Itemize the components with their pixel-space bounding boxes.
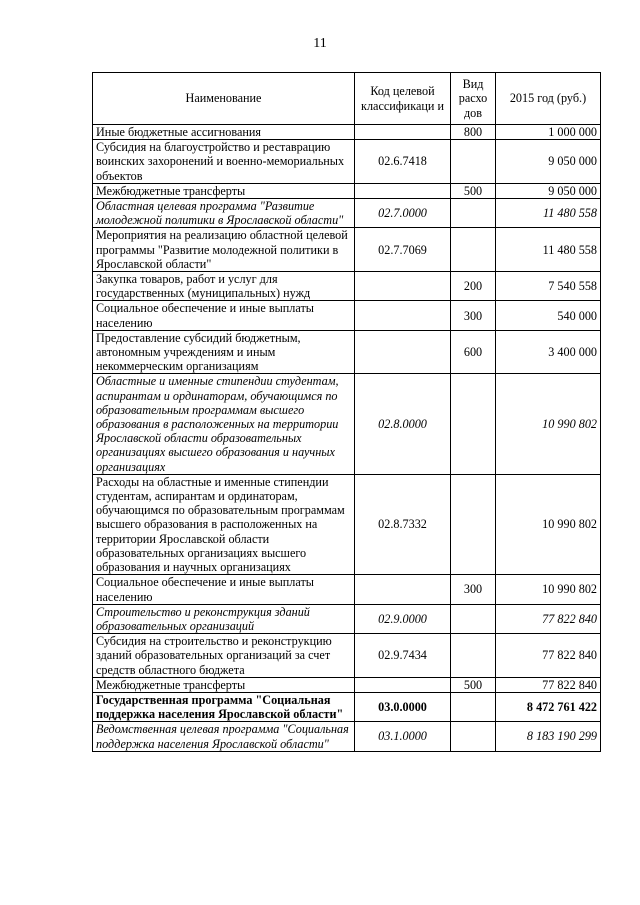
row-sum: 10 990 802	[496, 575, 601, 604]
table-row	[93, 330, 601, 374]
row-name: Межбюджетные трансферты	[93, 677, 355, 692]
table-row	[93, 634, 601, 678]
row-type: 200	[451, 272, 496, 301]
row-name: Областные и именные стипендии студентам, аспирантам и ординаторам, обучающимся по образовательным программам высшего образования в расположенных на территории Ярославской области образовательных организациях высшего образования и научных организациях	[93, 374, 355, 474]
row-code	[355, 301, 451, 330]
row-name: Субсидия на благоустройство и реставрацию воинских захоронений и военно-мемориальных объектов	[93, 140, 355, 184]
row-name: Социальное обеспечение и иные выплаты населению	[93, 301, 355, 330]
row-name: Государственная программа "Социальная поддержка населения Ярославской области"	[93, 692, 355, 721]
row-sum: 10 990 802	[496, 474, 601, 574]
row-sum: 540 000	[496, 301, 601, 330]
table-row	[93, 228, 601, 272]
row-type: 500	[451, 183, 496, 198]
row-code	[355, 125, 451, 140]
row-type	[451, 692, 496, 721]
row-code	[355, 330, 451, 374]
row-sum: 11 480 558	[496, 228, 601, 272]
table-header-row	[93, 73, 601, 125]
row-code	[355, 575, 451, 604]
table-row	[93, 272, 601, 301]
row-name: Субсидия на строительство и реконструкцию зданий образовательных организаций за счет средств областного бюджета	[93, 634, 355, 678]
table-row	[93, 474, 601, 574]
row-name: Мероприятия на реализацию областной целевой программы "Развитие молодежной политики в Ярославской области"	[93, 228, 355, 272]
header-code: Код целевой классификаци и	[355, 73, 451, 125]
row-code: 03.1.0000	[355, 722, 451, 751]
row-name: Расходы на областные и именные стипендии студентам, аспирантам и ординаторам, обучающимся по образовательным программам высшего образования в расположенных на территории Ярославской области образовательных организациях высшего образования и научных организациях	[93, 474, 355, 574]
row-name: Ведомственная целевая программа "Социальная поддержка населения Ярославской области"	[93, 722, 355, 751]
page-number: 11	[313, 36, 327, 51]
row-type: 600	[451, 330, 496, 374]
row-code: 02.8.7332	[355, 474, 451, 574]
row-code: 02.9.0000	[355, 604, 451, 633]
row-sum: 11 480 558	[496, 199, 601, 228]
row-sum: 9 050 000	[496, 183, 601, 198]
row-name: Предоставление субсидий бюджетным, автономным учреждениям и иным некоммерческим организациям	[93, 330, 355, 374]
table-row	[93, 374, 601, 474]
row-type	[451, 374, 496, 474]
row-code: 03.0.0000	[355, 692, 451, 721]
row-type	[451, 140, 496, 184]
row-type	[451, 634, 496, 678]
row-type: 300	[451, 301, 496, 330]
row-sum: 8 472 761 422	[496, 692, 601, 721]
table-row	[93, 692, 601, 721]
table-row	[93, 125, 601, 140]
row-name: Социальное обеспечение и иные выплаты населению	[93, 575, 355, 604]
table-row	[93, 199, 601, 228]
row-name: Областная целевая программа "Развитие молодежной политики в Ярославской области"	[93, 199, 355, 228]
table-row	[93, 575, 601, 604]
row-sum: 10 990 802	[496, 374, 601, 474]
table-row	[93, 604, 601, 633]
row-type	[451, 199, 496, 228]
row-type: 500	[451, 677, 496, 692]
header-name: Наименование	[93, 73, 355, 125]
row-code: 02.6.7418	[355, 140, 451, 184]
row-sum: 77 822 840	[496, 677, 601, 692]
row-type: 800	[451, 125, 496, 140]
row-code: 02.7.7069	[355, 228, 451, 272]
row-code	[355, 677, 451, 692]
row-sum: 77 822 840	[496, 634, 601, 678]
table-row	[93, 677, 601, 692]
row-name: Межбюджетные трансферты	[93, 183, 355, 198]
row-code: 02.8.0000	[355, 374, 451, 474]
row-name: Строительство и реконструкция зданий образовательных организаций	[93, 604, 355, 633]
row-sum: 77 822 840	[496, 604, 601, 633]
header-type: Вид расхо дов	[451, 73, 496, 125]
row-sum: 3 400 000	[496, 330, 601, 374]
row-sum: 7 540 558	[496, 272, 601, 301]
table-body	[93, 125, 601, 752]
row-type	[451, 228, 496, 272]
row-sum: 1 000 000	[496, 125, 601, 140]
row-code	[355, 272, 451, 301]
row-sum: 9 050 000	[496, 140, 601, 184]
table-row	[93, 722, 601, 751]
table-row	[93, 301, 601, 330]
row-type	[451, 474, 496, 574]
table-row	[93, 183, 601, 198]
row-sum: 8 183 190 299	[496, 722, 601, 751]
row-type	[451, 604, 496, 633]
row-code: 02.7.0000	[355, 199, 451, 228]
row-name: Иные бюджетные ассигнования	[93, 125, 355, 140]
row-name: Закупка товаров, работ и услуг для государственных (муниципальных) нужд	[93, 272, 355, 301]
row-code	[355, 183, 451, 198]
table-row	[93, 140, 601, 184]
row-type: 300	[451, 575, 496, 604]
budget-table	[92, 72, 601, 752]
row-code: 02.9.7434	[355, 634, 451, 678]
header-sum: 2015 год (руб.)	[496, 73, 601, 125]
row-type	[451, 722, 496, 751]
